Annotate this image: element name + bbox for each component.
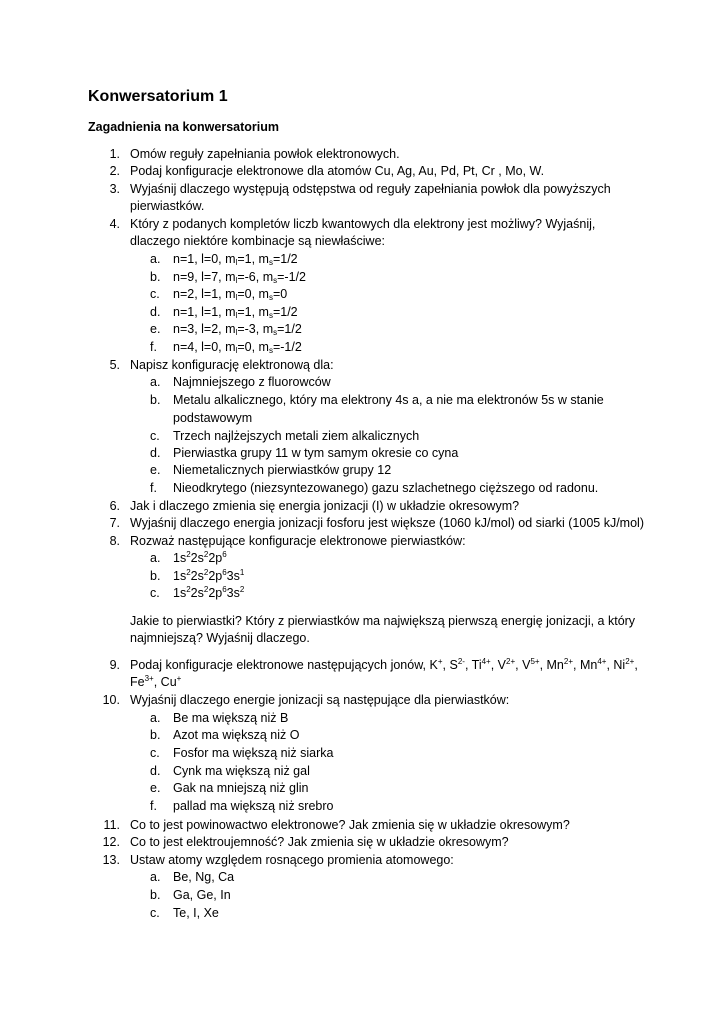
subitem-letter: c. xyxy=(150,746,160,760)
subitem-text: $1s^22s^22p^63s^2$ xyxy=(173,585,245,600)
item-text: Podaj konfiguracje elektronowe dla atomów Cu, Ag, Au, Pd, Pt, Cr , Mo, W. xyxy=(130,164,545,178)
item-text: Co to jest elektroujemność? Jak zmienia się w układzie okresowym? xyxy=(130,835,509,849)
subitem-text: n=4, l=0, $m_l=0$, $m_s=-1/2$ xyxy=(173,340,302,355)
subitem-text: n=3, l=2, $m_l=-3$, $m_s=1/2$ xyxy=(173,322,302,337)
subitem-text: Be ma większą niż B xyxy=(173,711,289,725)
subitem-text: Metalu alkalicznego, który ma elektrony 4s a, a nie ma elektronów 5s w stanie xyxy=(173,393,604,407)
subitem-letter: c. xyxy=(150,429,160,443)
item-number: 6. xyxy=(109,499,120,513)
subitem-text: n=1, l=1, $m_l=1$, $m_s=1/2$ xyxy=(173,305,298,320)
subitem-text: $1s^22s^22p^63s^1$ xyxy=(173,568,245,583)
page-title: Konwersatorium 1 xyxy=(88,88,228,105)
item-number: 1. xyxy=(109,147,120,161)
subitem-letter: a. xyxy=(150,252,161,266)
item-text: Wyjaśnij dlaczego energie jonizacji są następujące dla pierwiastków: xyxy=(130,693,510,707)
item-text: Jak i dlaczego zmienia się energia jonizacji (I) w układzie okresowym? xyxy=(130,499,520,513)
subitem-letter: b. xyxy=(150,569,161,583)
subitem-letter: e. xyxy=(150,781,161,795)
subitem-letter: a. xyxy=(150,551,161,565)
item-number: 11. xyxy=(103,818,120,832)
subitem-text: pallad ma większą niż srebro xyxy=(173,799,334,813)
subitem-letter: a. xyxy=(150,870,161,884)
item-text: Ustaw atomy względem rosnącego promienia atomowego: xyxy=(130,853,454,867)
item-followup-text: najmniejszą? Wyjaśnij dlaczego. xyxy=(130,631,310,645)
item-number: 2. xyxy=(109,164,120,178)
item-number: 7. xyxy=(109,516,120,530)
subitem-letter: d. xyxy=(150,446,161,460)
subitem-letter: d. xyxy=(150,305,161,319)
subitem-letter: e. xyxy=(150,322,161,336)
subitem-letter: f. xyxy=(150,799,157,813)
subitem-text: Najmniejszego z fluorowców xyxy=(173,375,331,389)
item-number: 10. xyxy=(102,693,120,707)
item-number: 3. xyxy=(109,182,120,196)
item-number: 9. xyxy=(109,658,120,672)
item-text: dlaczego niektóre kombinacje są niewłaściwe: xyxy=(130,234,385,248)
item-number: 12. xyxy=(102,835,120,849)
item-followup-text: Jakie to pierwiastki? Który z pierwiastków ma największą pierwszą energię jonizacji, a który xyxy=(130,614,636,628)
subitem-letter: c. xyxy=(150,906,160,920)
item-text: pierwiastków. xyxy=(130,199,205,213)
section-heading: Zagadnienia na konwersatorium xyxy=(88,120,280,134)
subitem-text: Pierwiastka grupy 11 w tym samym okresie co cyna xyxy=(173,446,459,460)
subitem-letter: c. xyxy=(150,287,160,301)
subitem-letter: c. xyxy=(150,586,160,600)
subitem-text: Trzech najlżejszych metali ziem alkalicznych xyxy=(173,429,420,443)
subitem-text: n=9, l=7, $m_l=-6$, $m_s=-1/2$ xyxy=(173,270,306,285)
item-text: Podaj konfiguracje elektronowe następujących jonów, K+, $S^{2-}$, $Ti^{4+}$, $V^{2+}$, $V^{5+}$, $Mn^{2+}$, $Mn^{4+}$, $Ni^{2+}$, xyxy=(130,657,638,672)
subitem-letter: b. xyxy=(150,270,161,284)
subitem-text: Fosfor ma większą niż siarka xyxy=(173,746,334,760)
subitem-letter: f. xyxy=(150,481,157,495)
subitem-letter: b. xyxy=(150,728,161,742)
subitem-text: $1s^22s^22p^6$ xyxy=(173,550,227,565)
subitem-text: Te, I, Xe xyxy=(173,906,219,920)
subitem-letter: b. xyxy=(150,888,161,902)
subitem-text: Be, Ng, Ca xyxy=(173,870,235,884)
subitem-letter: d. xyxy=(150,764,161,778)
subitem-text: n=1, l=0, $m_l=1$, $m_s=1/2$ xyxy=(173,252,298,267)
item-text: Co to jest powinowactwo elektronowe? Jak zmienia się w układzie okresowym? xyxy=(130,818,570,832)
item-text: Rozważ następujące konfiguracje elektronowe pierwiastków: xyxy=(130,534,466,548)
subitem-text: Gak na mniejszą niż glin xyxy=(173,781,309,795)
item-text: $Fe^{3+}$, Cu+ xyxy=(130,674,182,689)
subitem-text: podstawowym xyxy=(173,411,253,425)
item-number: 8. xyxy=(109,534,120,548)
subitem-text: Ga, Ge, In xyxy=(173,888,231,902)
subitem-text: Cynk ma większą niż gal xyxy=(173,764,310,778)
subitem-text: Azot ma większą niż O xyxy=(173,728,300,742)
item-number: 5. xyxy=(109,358,120,372)
subitem-letter: a. xyxy=(150,711,161,725)
subitem-letter: a. xyxy=(150,375,161,389)
subitem-text: n=2, l=1, $m_l=0$, $m_s=0$ xyxy=(173,287,288,302)
item-text: Wyjaśnij dlaczego energia jonizacji fosforu jest większe (1060 kJ/mol) od siarki (1005 kJ/mol) xyxy=(130,516,644,530)
item-text: Napisz konfigurację elektronową dla: xyxy=(130,358,334,372)
subitem-letter: f. xyxy=(150,340,157,354)
item-text: Omów reguły zapełniania powłok elektronowych. xyxy=(130,147,400,161)
item-number: 4. xyxy=(109,217,120,231)
subitem-text: Niemetalicznych pierwiastków grupy 12 xyxy=(173,463,392,477)
item-text: Który z podanych kompletów liczb kwantowych dla elektrony jest możliwy? Wyjaśnij, xyxy=(130,217,596,231)
subitem-letter: b. xyxy=(150,393,161,407)
subitem-text: Nieodkrytego (niezsyntezowanego) gazu szlachetnego cięższego od radonu. xyxy=(173,481,599,495)
item-text: Wyjaśnij dlaczego występują odstępstwa od reguły zapełniania powłok dla powyższych xyxy=(130,182,611,196)
subitem-letter: e. xyxy=(150,463,161,477)
item-number: 13. xyxy=(102,853,120,867)
